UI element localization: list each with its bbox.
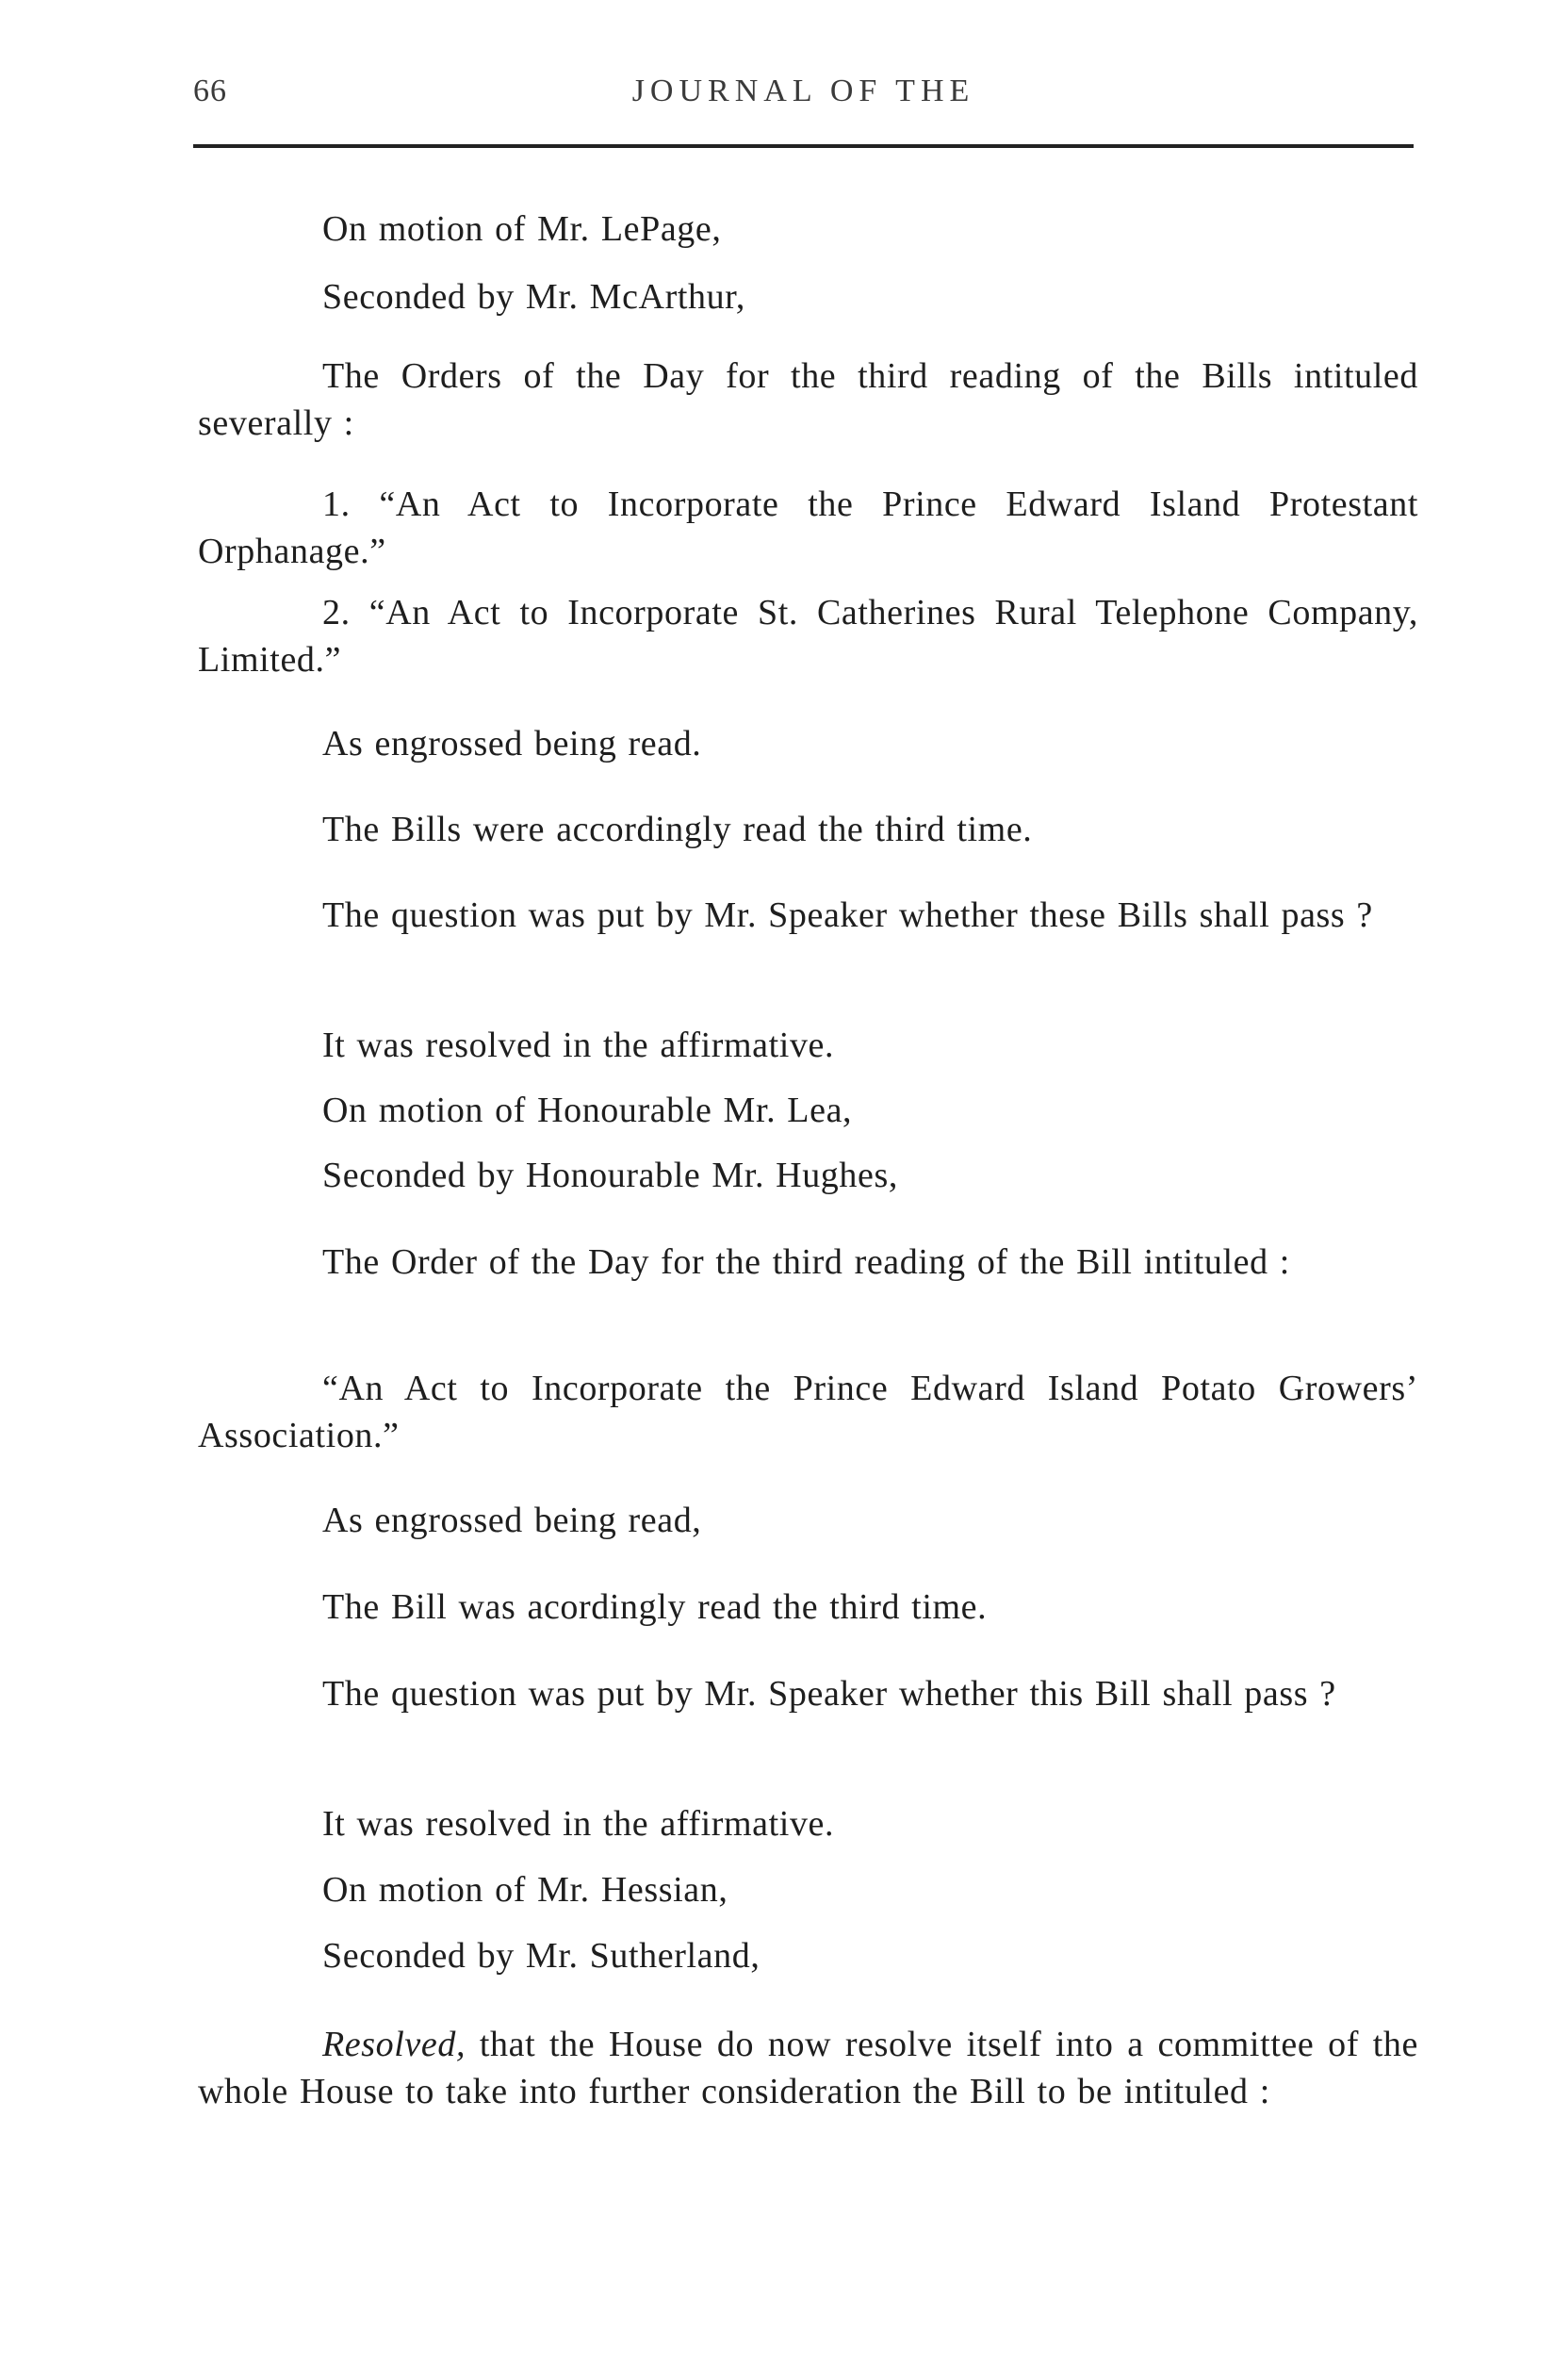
page-number: 66 <box>193 74 227 108</box>
bill-item-2: 2. “An Act to Incorporate St. Catherines Rural Telephone Company, Limited.” <box>198 593 1418 680</box>
seconded-line: Seconded by Mr. Sutherland, <box>322 1936 761 1976</box>
question-paragraph: The question was put by Mr. Speaker whether these Bills shall pass ? <box>322 895 1373 935</box>
bill-item-1: 1. “An Act to Incorporate the Prince Edward Island Protestant Orphanage.” <box>198 484 1418 571</box>
resolved-lead: Resolved, <box>322 2025 466 2064</box>
running-head: JOURNAL OF THE <box>631 74 975 108</box>
page-header <box>193 74 1414 121</box>
third-reading-line: The Bill was acordingly read the third time. <box>322 1587 988 1627</box>
engrossed-line: As engrossed being read, <box>322 1501 702 1540</box>
motion-line: On motion of Mr. LePage, <box>322 209 722 249</box>
seconded-line: Seconded by Mr. McArthur, <box>322 277 746 317</box>
resolved-affirmative-line: It was resolved in the affirmative. <box>322 1804 835 1844</box>
bill-title-paragraph: “An Act to Incorporate the Prince Edward Island Potato Growers’ Association.” <box>198 1369 1418 1455</box>
motion-line: On motion of Mr. Hessian, <box>322 1870 728 1910</box>
seconded-line: Seconded by Honourable Mr. Hughes, <box>322 1156 898 1195</box>
resolution-text: that the House do now resolve itself into a committee of the whole House to take into further consideration the Bill to be intituled : <box>198 2025 1418 2111</box>
resolution-paragraph <box>198 2021 1418 2115</box>
engrossed-line: As engrossed being read. <box>322 724 702 763</box>
motion-line: On motion of Honourable Mr. Lea, <box>322 1091 853 1130</box>
resolved-affirmative-line: It was resolved in the affirmative. <box>322 1026 835 1065</box>
header-rule <box>193 144 1414 148</box>
order-of-day-paragraph: The Orders of the Day for the third reading of the Bills intituled severally : <box>198 356 1418 443</box>
third-reading-line: The Bills were accordingly read the third time. <box>322 810 1033 849</box>
question-paragraph: The question was put by Mr. Speaker whether this Bill shall pass ? <box>322 1674 1336 1714</box>
order-of-day-paragraph: The Order of the Day for the third reading of the Bill intituled : <box>322 1242 1290 1282</box>
